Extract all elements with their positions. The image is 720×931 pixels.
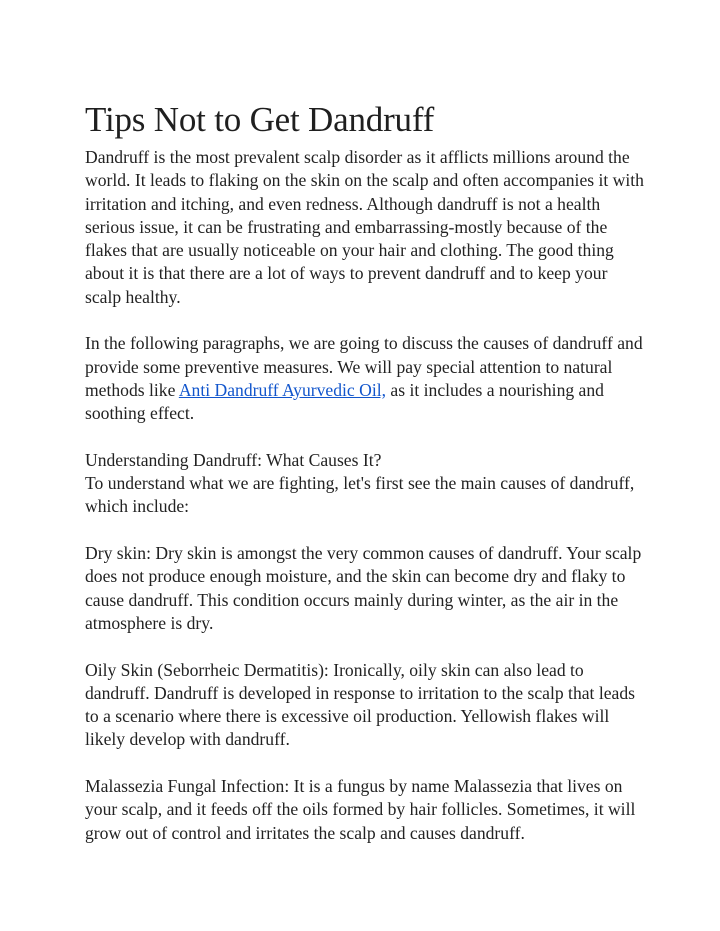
following-text-before-link: In the following paragraphs, we are going to discuss the causes of dandruff and provide some preventive measures. We will pay special attention to natural methods like xyxy=(85,333,643,400)
oily-skin-paragraph: Oily Skin (Seborrheic Dermatitis): Ironically, oily skin can also lead to dandruff. Dandruff is developed in response to irritation to the scalp that leads to a scenario where there is excessive oil production. Yellowish flakes will likely develop with dandruff. xyxy=(85,659,635,750)
paragraph-spacer xyxy=(85,309,645,332)
document-title: Tips Not to Get Dandruff xyxy=(85,100,435,139)
document-body xyxy=(85,98,645,845)
following-text-after-link: as it includes a nourishing and soothing effect. xyxy=(85,379,604,424)
paragraph-spacer xyxy=(85,426,645,449)
section-intro-paragraph: To understand what we are fighting, let's first see the main causes of dandruff, which include: xyxy=(85,473,635,517)
intro-paragraph: Dandruff is the most prevalent scalp disorder as it afflicts millions around the world. It leads to flaking on the skin on the scalp and often accompanies it with irritation and itching, and even redness. Although dandruff is not a health serious issue, it can be frustrating and embarrassing-mostly because of the flakes that are usually noticeable on your hair and clothing. The good thing about it is that there are a lot of ways to prevent dandruff and to keep your scalp healthy. xyxy=(85,147,644,307)
dry-skin-paragraph: Dry skin: Dry skin is amongst the very common causes of dandruff. Your scalp does not produce enough moisture, and the skin can become dry and flaky to cause dandruff. This condition occurs mainly during winter, as the air in the atmosphere is dry. xyxy=(85,543,642,633)
paragraph-spacer xyxy=(85,635,645,658)
section-heading: Understanding Dandruff: What Causes It? xyxy=(85,449,382,470)
paragraph-spacer xyxy=(85,752,645,775)
ayurvedic-oil-link[interactable]: Anti Dandruff Ayurvedic Oil, xyxy=(178,379,387,400)
malassezia-paragraph: Malassezia Fungal Infection: It is a fungus by name Malassezia that lives on your scalp, and it feeds off the oils formed by hair follicles. Sometimes, it will grow out of control and irritates the scalp and causes dandruff. xyxy=(85,776,636,843)
following-paragraph xyxy=(85,332,645,425)
paragraph-spacer xyxy=(85,519,645,542)
